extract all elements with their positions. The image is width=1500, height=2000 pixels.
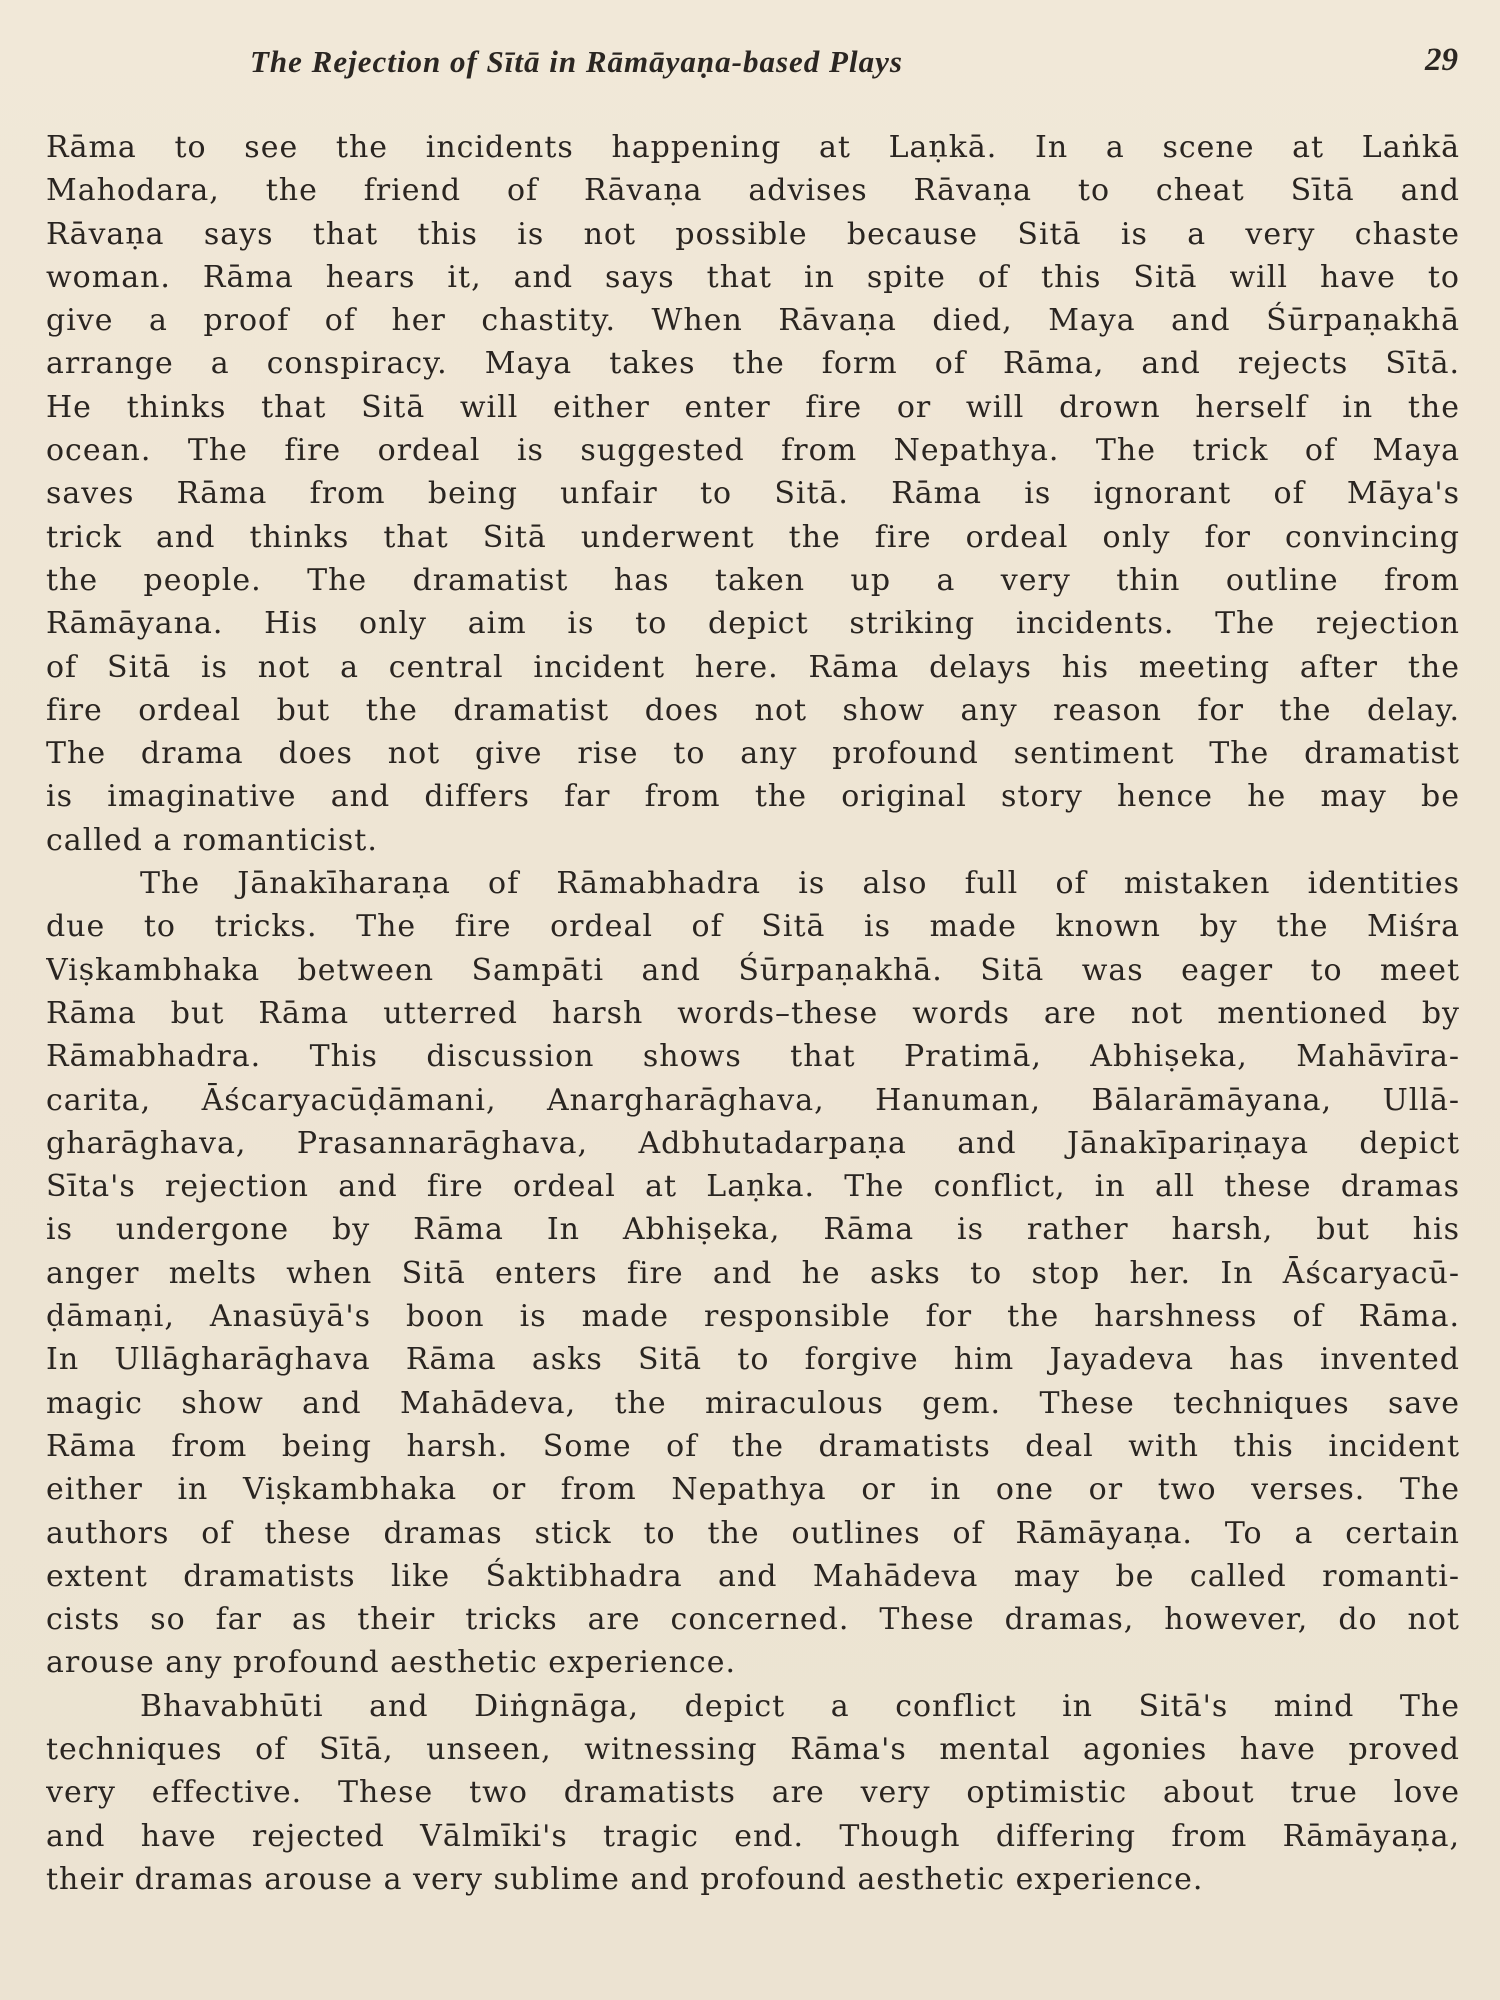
text-line: Sīta's rejection and fire ordeal at Laṇka. The conflict, in all these dramas bbox=[46, 1169, 1460, 1205]
text-line: Rāmāyana. His only aim is to depict striking incidents. The rejection bbox=[46, 606, 1460, 642]
text-line: the people. The dramatist has taken up a very thin outline from bbox=[46, 562, 1460, 598]
text-line: Mahodara, the friend of Rāvaṇa advises Rāvaṇa to cheat Sītā and bbox=[46, 173, 1460, 209]
body-text bbox=[46, 126, 1460, 1901]
paragraph bbox=[46, 862, 1460, 1685]
paragraph bbox=[46, 126, 1460, 862]
text-line: magic show and Mahādeva, the miraculous gem. These techniques save bbox=[46, 1385, 1460, 1421]
text-line: trick and thinks that Sitā underwent the fire ordeal only for convincing bbox=[46, 519, 1460, 555]
text-line: and have rejected Vālmīki's tragic end. Though differing from Rāmāyaṇa, bbox=[46, 1818, 1460, 1854]
text-line: either in Viṣkambhaka or from Nepathya or in one or two verses. The bbox=[46, 1472, 1460, 1508]
text-line: fire ordeal but the dramatist does not show any reason for the delay. bbox=[46, 692, 1460, 728]
text-line: Rāma to see the incidents happening at Laṇkā. In a scene at Laṅkā bbox=[46, 130, 1460, 165]
text-line: Rāmabhadra. This discussion shows that Pratimā, Abhiṣeka, Mahāvīra- bbox=[46, 1039, 1460, 1075]
text-line: their dramas arouse a very sublime and profound aesthetic experience. bbox=[46, 1861, 1204, 1897]
text-line: arouse any profound aesthetic experience. bbox=[46, 1645, 737, 1681]
text-line: ḍāmaṇi, Anasūyā's boon is made responsible for the harshness of Rāma. bbox=[46, 1299, 1460, 1335]
paragraph bbox=[46, 1685, 1460, 1901]
text-line: give a proof of her chastity. When Rāvaṇa died, Maya and Śūrpaṇakhā bbox=[46, 303, 1460, 339]
text-line: The Jānakīharaṇa of Rāmabhadra is also full of mistaken identities bbox=[140, 866, 1460, 902]
text-line: authors of these dramas stick to the outlines of Rāmāyaṇa. To a certain bbox=[46, 1515, 1460, 1551]
text-line: gharāghava, Prasannarāghava, Adbhutadarpaṇa and Jānakīpariṇaya depict bbox=[46, 1125, 1460, 1161]
text-line: In Ullāgharāghava Rāma asks Sitā to forgive him Jayadeva has invented bbox=[46, 1342, 1460, 1378]
text-line: anger melts when Sitā enters fire and he asks to stop her. In Āścaryacū- bbox=[46, 1255, 1460, 1291]
text-line: techniques of Sītā, unseen, witnessing Rāma's mental agonies have proved bbox=[46, 1731, 1460, 1767]
text-line: carita, Āścaryacūḍāmani, Anargharāghava, Hanuman, Bālarāmāyana, Ullā- bbox=[46, 1082, 1460, 1118]
text-line: is undergone by Rāma In Abhiṣeka, Rāma is rather harsh, but his bbox=[46, 1212, 1460, 1248]
text-line: extent dramatists like Śaktibhadra and Mahādeva may be called romanti- bbox=[46, 1558, 1460, 1594]
text-line: saves Rāma from being unfair to Sitā. Rāma is ignorant of Māya's bbox=[46, 476, 1460, 512]
text-line: ocean. The fire ordeal is suggested from Nepathya. The trick of Maya bbox=[46, 433, 1460, 469]
text-line: called a romanticist. bbox=[46, 822, 378, 858]
text-line: Bhavabhūti and Diṅgnāga, depict a conflict in Sitā's mind The bbox=[140, 1688, 1460, 1724]
running-head-title: The Rejection of Sītā in Rāmāyaṇa-based Plays bbox=[250, 44, 903, 79]
text-line: is imaginative and differs far from the original story hence he may be bbox=[46, 779, 1460, 815]
text-line: He thinks that Sitā will either enter fire or will drown herself in the bbox=[46, 389, 1460, 425]
text-line: The drama does not give rise to any profound sentiment The dramatist bbox=[46, 736, 1460, 772]
text-line: cists so far as their tricks are concerned. These dramas, however, do not bbox=[46, 1602, 1460, 1638]
text-line: Rāma from being harsh. Some of the dramatists deal with this incident bbox=[46, 1428, 1460, 1464]
text-line: Rāma but Rāma utterred harsh words–these words are not mentioned by bbox=[46, 995, 1460, 1031]
text-line: of Sitā is not a central incident here. Rāma delays his meeting after the bbox=[46, 649, 1460, 685]
text-line: Rāvaṇa says that this is not possible because Sitā is a very chaste bbox=[46, 216, 1460, 252]
page-number: 29 bbox=[1425, 42, 1458, 78]
text-line: woman. Rāma hears it, and says that in spite of this Sitā will have to bbox=[46, 259, 1460, 295]
text-line: arrange a conspiracy. Maya takes the form of Rāma, and rejects Sītā. bbox=[46, 346, 1460, 382]
text-line: Viṣkambhaka between Sampāti and Śūrpaṇakhā. Sitā was eager to meet bbox=[46, 952, 1460, 988]
text-line: very effective. These two dramatists are very optimistic about true love bbox=[46, 1775, 1460, 1811]
text-line: due to tricks. The fire ordeal of Sitā is made known by the Miśra bbox=[46, 909, 1460, 945]
